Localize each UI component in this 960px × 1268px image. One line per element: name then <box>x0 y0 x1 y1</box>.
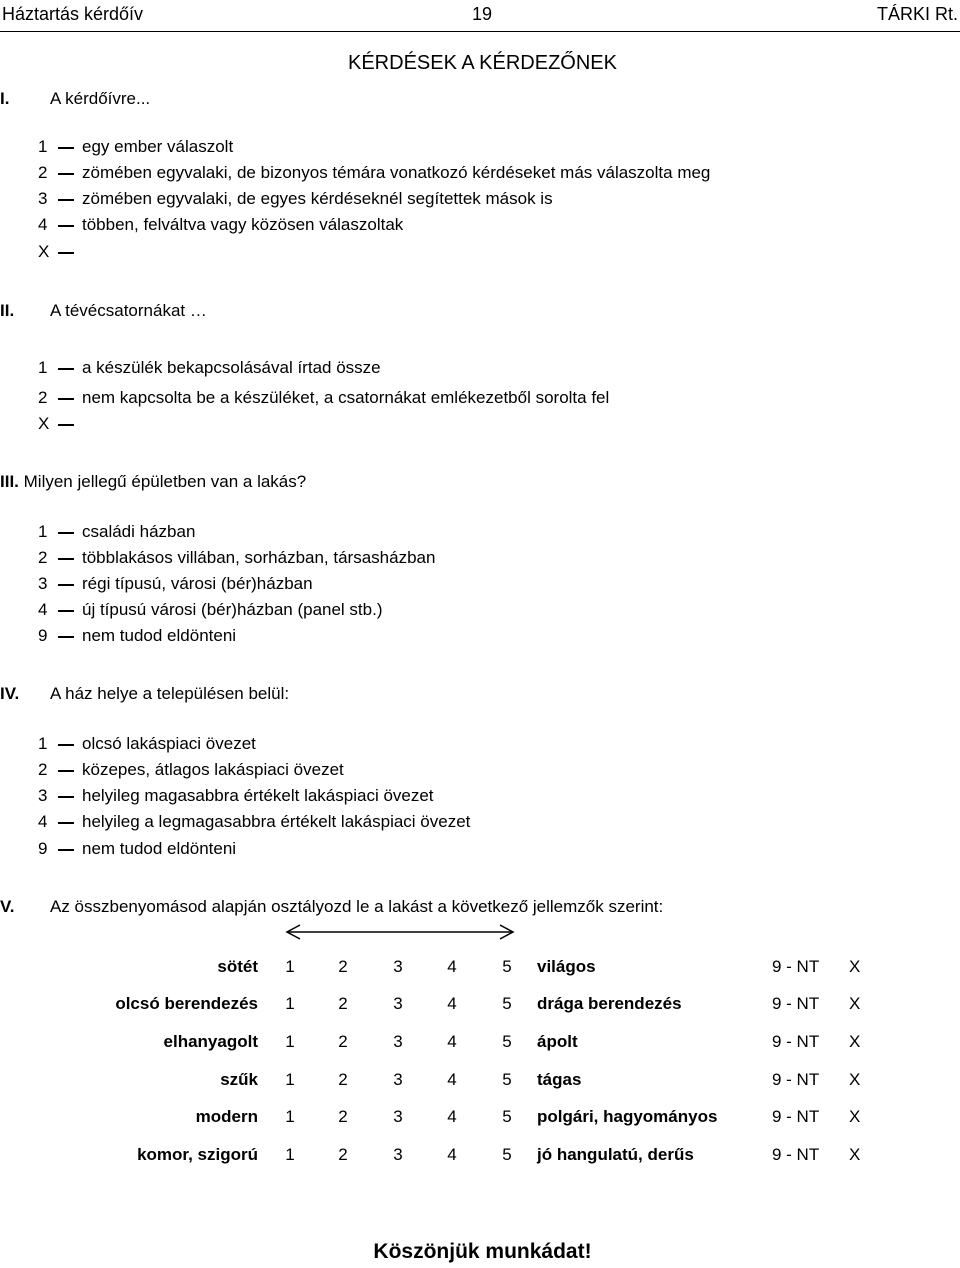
option-dash <box>58 532 74 534</box>
scale-value: 5 <box>502 957 512 976</box>
header-organization: TÁRKI Rt. <box>876 4 958 24</box>
option-dash <box>58 796 74 798</box>
option-dash <box>58 558 74 560</box>
scale-value: 5 <box>502 1107 512 1126</box>
option-dash <box>58 770 74 772</box>
scale-value: 2 <box>338 994 348 1013</box>
header-document-title: Háztartás kérdőív <box>2 4 144 24</box>
scale-value: 3 <box>393 1107 403 1126</box>
scale-row <box>0 957 960 981</box>
scale-value: 1 <box>285 1107 295 1126</box>
scale-row <box>0 1070 960 1094</box>
option-code: 9 <box>38 626 48 645</box>
section-question: Az összbenyomásod alapján osztályozd le a lakást a következő jellemzők szerint: <box>50 897 664 916</box>
scale-value: 3 <box>393 1145 403 1164</box>
scale-nt-code: 9 - NT <box>772 957 820 976</box>
option-code: 2 <box>38 163 48 182</box>
option-code: 9 <box>38 839 48 858</box>
header-page-number: 19 <box>472 4 493 24</box>
closing-thanks: Köszönjük munkádat! <box>373 1240 592 1263</box>
option-code: 3 <box>38 189 48 208</box>
option-code: 3 <box>38 786 48 805</box>
option-text: a készülék bekapcsolásával írtad össze <box>82 358 381 377</box>
option-dash <box>58 368 74 370</box>
scale-value: 1 <box>285 957 295 976</box>
option-dash <box>58 173 74 175</box>
scale-value: 4 <box>447 1107 457 1126</box>
scale-x-code: X <box>849 1070 861 1089</box>
option-text: helyileg magasabbra értékelt lakáspiaci övezet <box>82 786 434 805</box>
section-number: IV. <box>0 684 20 703</box>
scale-value: 2 <box>338 1145 348 1164</box>
scale-value: 3 <box>393 1070 403 1089</box>
scale-value: 5 <box>502 1032 512 1051</box>
scale-row <box>0 1145 960 1169</box>
section-question: A kérdőívre... <box>50 89 151 108</box>
option-code: 2 <box>38 760 48 779</box>
option-text: helyileg a legmagasabbra értékelt lakáspiaci övezet <box>82 812 471 831</box>
scale-left-label: olcsó berendezés <box>115 994 258 1013</box>
option-dash <box>58 584 74 586</box>
scale-right-label: ápolt <box>537 1032 578 1051</box>
scale-right-label: polgári, hagyományos <box>537 1107 718 1126</box>
option-text: régi típusú, városi (bér)házban <box>82 574 313 593</box>
scale-value: 4 <box>447 994 457 1013</box>
option-dash <box>58 744 74 746</box>
option-code: X <box>38 242 50 261</box>
scale-left-label: szűk <box>220 1070 258 1089</box>
scale-right-label: jó hangulatú, derűs <box>537 1145 694 1164</box>
option-code: 4 <box>38 600 48 619</box>
scale-value: 5 <box>502 994 512 1013</box>
option-text: többlakásos villában, sorházban, társasházban <box>82 548 436 567</box>
scale-left-label: modern <box>195 1107 258 1126</box>
option-text: olcsó lakáspiaci övezet <box>82 734 256 753</box>
option-code: X <box>38 414 50 433</box>
section-number: V. <box>0 897 15 916</box>
option-dash <box>58 199 74 201</box>
scale-nt-code: 9 - NT <box>772 1032 820 1051</box>
scale-value: 2 <box>338 1070 348 1089</box>
scale-value: 5 <box>502 1070 512 1089</box>
scale-nt-code: 9 - NT <box>772 1145 820 1164</box>
scale-value: 2 <box>338 1032 348 1051</box>
scale-value: 5 <box>502 1145 512 1164</box>
option-code: 1 <box>38 137 48 156</box>
option-text: zömében egyvalaki, de egyes kérdéseknél segítettek mások is <box>82 189 553 208</box>
option-dash <box>58 636 74 638</box>
option-text: nem kapcsolta be a készüléket, a csatornákat emlékezetből sorolta fel <box>82 388 610 407</box>
option-code: 2 <box>38 388 48 407</box>
scale-nt-code: 9 - NT <box>772 1107 820 1126</box>
scale-row <box>0 1107 960 1131</box>
option-text: zömében egyvalaki, de bizonyos témára vonatkozó kérdéseket más válaszolta meg <box>82 163 711 182</box>
scale-value: 1 <box>285 1032 295 1051</box>
scale-row <box>0 1032 960 1056</box>
scale-x-code: X <box>849 1032 861 1051</box>
option-text: többen, felváltva vagy közösen válaszoltak <box>82 215 404 234</box>
scale-x-code: X <box>849 957 861 976</box>
scale-left-label: elhanyagolt <box>163 1032 258 1051</box>
option-text: közepes, átlagos lakáspiaci övezet <box>82 760 344 779</box>
section-question: A tévécsatornákat … <box>50 301 207 320</box>
scale-value: 1 <box>285 994 295 1013</box>
scale-value: 3 <box>393 1032 403 1051</box>
scale-right-label: világos <box>537 957 596 976</box>
section-question: Milyen jellegű épületben van a lakás? <box>23 472 307 491</box>
section-heading <box>0 472 306 492</box>
option-text: egy ember válaszolt <box>82 137 234 156</box>
option-code: 1 <box>38 358 48 377</box>
option-code: 2 <box>38 548 48 567</box>
option-text: új típusú városi (bér)házban (panel stb.) <box>82 600 383 619</box>
section-question: A ház helye a településen belül: <box>50 684 290 703</box>
option-dash <box>58 252 74 254</box>
option-dash <box>58 610 74 612</box>
scale-x-code: X <box>849 994 861 1013</box>
section-number: II. <box>0 301 15 320</box>
option-dash <box>58 225 74 227</box>
scale-right-label: tágas <box>537 1070 582 1089</box>
scale-value: 4 <box>447 1070 457 1089</box>
scale-nt-code: 9 - NT <box>772 994 820 1013</box>
double-arrow-icon <box>284 922 516 942</box>
option-text: nem tudod eldönteni <box>82 626 237 645</box>
scale-x-code: X <box>849 1145 861 1164</box>
scale-value: 2 <box>338 1107 348 1126</box>
option-dash <box>58 822 74 824</box>
scale-value: 1 <box>285 1145 295 1164</box>
page-title: KÉRDÉSEK A KÉRDEZŐNEK <box>348 52 617 74</box>
option-code: 3 <box>38 574 48 593</box>
scale-row <box>0 994 960 1018</box>
section-number: III. <box>0 472 19 491</box>
header-rule <box>0 31 960 32</box>
option-text: családi házban <box>82 522 196 541</box>
scale-left-label: komor, szigorú <box>137 1145 258 1164</box>
scale-value: 4 <box>447 957 457 976</box>
option-dash <box>58 424 74 426</box>
scale-right-label: drága berendezés <box>537 994 682 1013</box>
option-text: nem tudod eldönteni <box>82 839 237 858</box>
scale-left-label: sötét <box>217 957 258 976</box>
option-code: 1 <box>38 734 48 753</box>
scale-value: 3 <box>393 994 403 1013</box>
option-dash <box>58 398 74 400</box>
scale-value: 2 <box>338 957 348 976</box>
scale-x-code: X <box>849 1107 861 1126</box>
scale-value: 4 <box>447 1145 457 1164</box>
scale-value: 3 <box>393 957 403 976</box>
section-number: I. <box>0 89 10 108</box>
scale-value: 4 <box>447 1032 457 1051</box>
option-code: 1 <box>38 522 48 541</box>
option-code: 4 <box>38 812 48 831</box>
scale-value: 1 <box>285 1070 295 1089</box>
scale-nt-code: 9 - NT <box>772 1070 820 1089</box>
option-dash <box>58 147 74 149</box>
option-dash <box>58 849 74 851</box>
option-code: 4 <box>38 215 48 234</box>
